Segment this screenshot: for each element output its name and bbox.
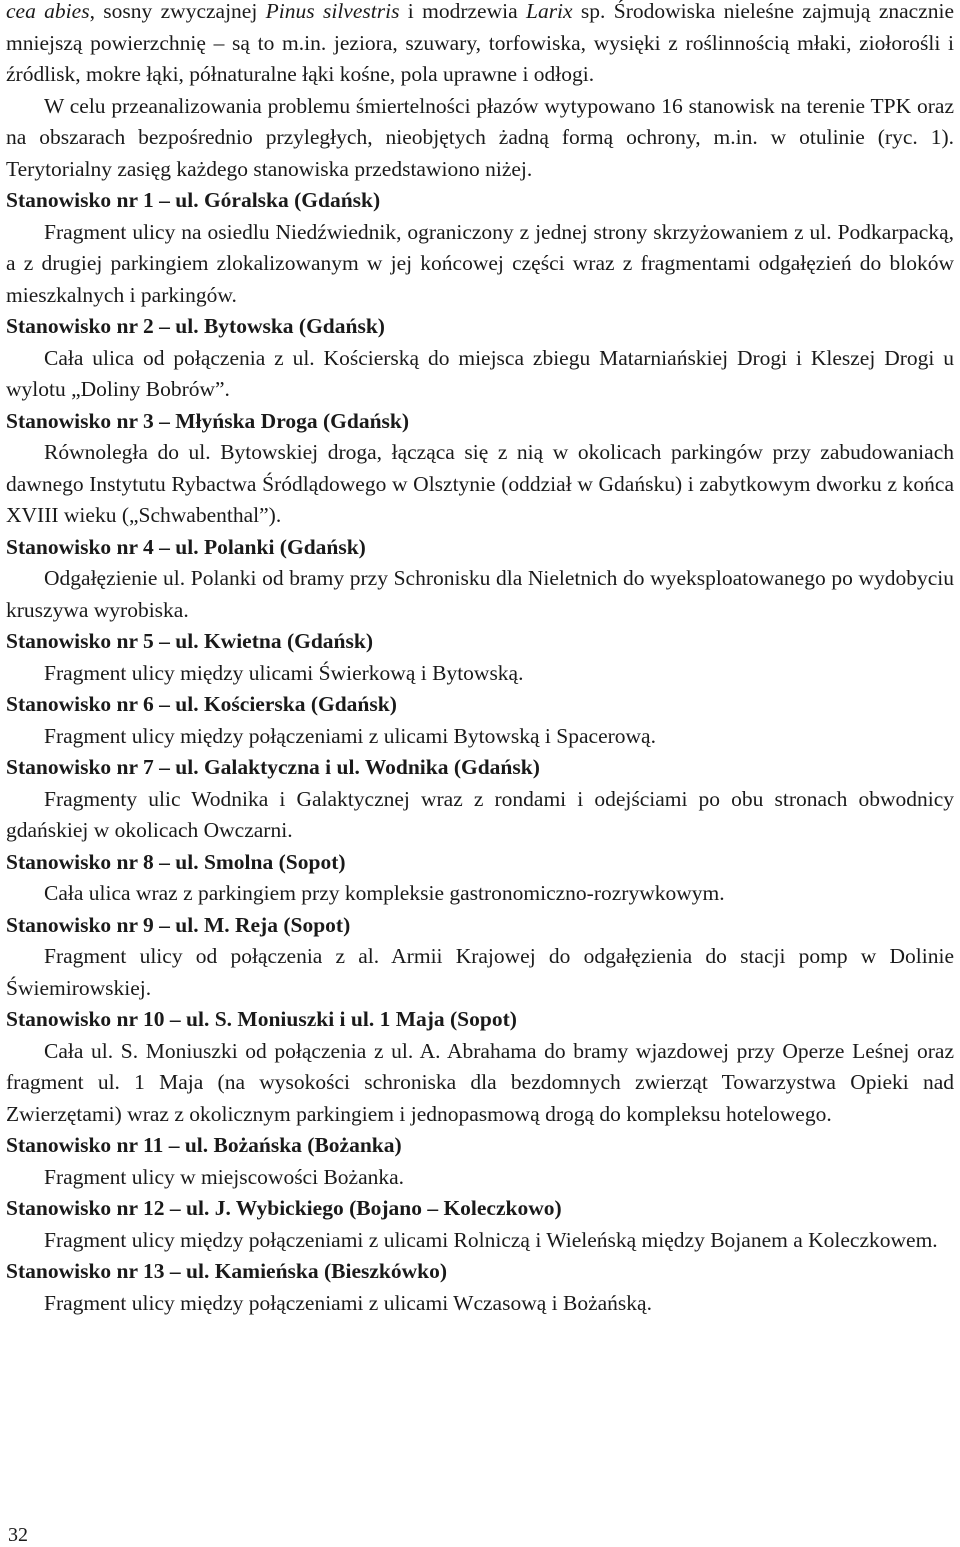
intro-paragraph-1 — [6, 0, 954, 91]
site-description: Fragment ulicy od połączenia z al. Armii Krajowej do odgałęzienia do stacji pomp w Dolinie Świemirowskiej. — [6, 944, 954, 1000]
site-heading: Stanowisko nr 5 – ul. Kwietna (Gdańsk) — [6, 629, 373, 653]
site-description: Cała ulica wraz z parkingiem przy kompleksie gastronomiczno-rozrywkowym. — [44, 881, 725, 905]
intro-text-segment: sp. Środowiska nieleśne zajmują znacznie mniejszą powierzchnię – są to m.in. jeziora, szuwary, torfowiska, wysięki z roślinnością młaki, ziołorośli i źródlisk, mokre łąki, półnaturalne łąki kośne, pola uprawne i odłogi. — [6, 0, 955, 86]
site-heading: Stanowisko nr 4 – ul. Polanki (Gdańsk) — [6, 534, 366, 559]
site-description: Równoległa do ul. Bytowskiej droga, łącząca się z nią w okolicach parkingów przy zabudowaniach dawnego Instytutu Rybactwa Śródlądowego w Olsztynie (oddział w Gdańsku) i zabytkowym dworku z końca XVIII wieku („Schwabenthal”). — [6, 440, 954, 527]
site-description: Cała ulica od połączenia z ul. Kościerską do miejsca zbiegu Matarniańskiej Drogi i Kleszej Drogi u wylotu „Doliny Bobrów”. — [6, 345, 954, 401]
site-description: Fragmenty ulic Wodnika i Galaktycznej wraz z rondami i odejściami po obu stronach obwodnicy gdańskiej w okolicach Owczarni. — [6, 786, 954, 842]
intro-paragraph-2: W celu przeanalizowania problemu śmiertelności płazów wytypowano 16 stanowisk na terenie TPK oraz na obszarach bezpośrednio przyległych, nieobjętych żadną formą ochrony, m.in. w otulinie (ryc. 1). Terytorialny zasięg każdego stanowiska przedstawiono niżej. — [6, 93, 954, 181]
page-number: 32 — [8, 1524, 28, 1546]
site-description: Fragment ulicy między połączeniami z ulicami Wczasową i Bożańską. — [44, 1290, 652, 1315]
latin-name-larix: Larix — [525, 0, 573, 23]
intro-text-segment: , sosny zwyczajnej — [89, 0, 266, 23]
site-description: Fragment ulicy między połączeniami z ulicami Bytowską i Spacerową. — [44, 723, 656, 748]
site-heading: Stanowisko nr 3 – Młyńska Droga (Gdańsk) — [6, 408, 410, 433]
site-list — [6, 185, 954, 1319]
site-heading: Stanowisko nr 13 – ul. Kamieńska (Bieszkówko) — [6, 1259, 448, 1283]
site-heading: Stanowisko nr 2 – ul. Bytowska (Gdańsk) — [6, 314, 385, 338]
site-heading: Stanowisko nr 6 – ul. Kościerska (Gdańsk) — [6, 692, 397, 716]
site-heading: Stanowisko nr 10 – ul. S. Moniuszki i ul. 1 Maja (Sopot) — [6, 1007, 517, 1031]
latin-name-picea: cea abies — [6, 0, 90, 23]
document-page — [6, 0, 954, 1319]
site-heading: Stanowisko nr 7 – ul. Galaktyczna i ul. Wodnika (Gdańsk) — [6, 755, 540, 779]
latin-name-pinus: Pinus silvestris — [265, 0, 400, 23]
site-description: Odgałęzienie ul. Polanki od bramy przy Schronisku dla Nieletnich do wyeksploatowanego po wydobyciu kruszywa wyrobiska. — [6, 566, 954, 622]
site-heading: Stanowisko nr 11 – ul. Bożańska (Bożanka) — [6, 1133, 402, 1157]
site-description: Fragment ulicy między połączeniami z ulicami Rolniczą i Wieleńską między Bojanem a Koleczkowem. — [44, 1227, 938, 1252]
site-heading: Stanowisko nr 8 – ul. Smolna (Sopot) — [6, 849, 346, 874]
site-heading: Stanowisko nr 12 – ul. J. Wybickiego (Bojano – Koleczkowo) — [6, 1196, 562, 1220]
site-description: Fragment ulicy na osiedlu Niedźwiednik, ograniczony z jednej strony skrzyżowaniem z ul. Podkarpacką, a z drugiej parkingiem zlokalizowanym w jej końcowej części wraz z fragmentami odgałęzień do bloków mieszkalnych i parkingów. — [6, 219, 954, 307]
site-heading: Stanowisko nr 9 – ul. M. Reja (Sopot) — [6, 912, 351, 937]
intro-text-segment: i modrzewia — [399, 0, 526, 23]
site-description: Fragment ulicy między ulicami Świerkową i Bytowską. — [44, 660, 524, 685]
site-description: Cała ul. S. Moniuszki od połączenia z ul. A. Abrahama do bramy wjazdowej przy Operze Leśnej oraz fragment ul. 1 Maja (na wysokości schroniska dla bezdomnych zwierząt Towarzystwa Opieki nad Zwierzętami) wraz z okolicznym parkingiem i jednopasmową drogą do kompleksu hotelowego. — [6, 1038, 954, 1126]
site-description: Fragment ulicy w miejscowości Bożanka. — [44, 1164, 405, 1189]
site-heading: Stanowisko nr 1 – ul. Góralska (Gdańsk) — [6, 188, 381, 212]
